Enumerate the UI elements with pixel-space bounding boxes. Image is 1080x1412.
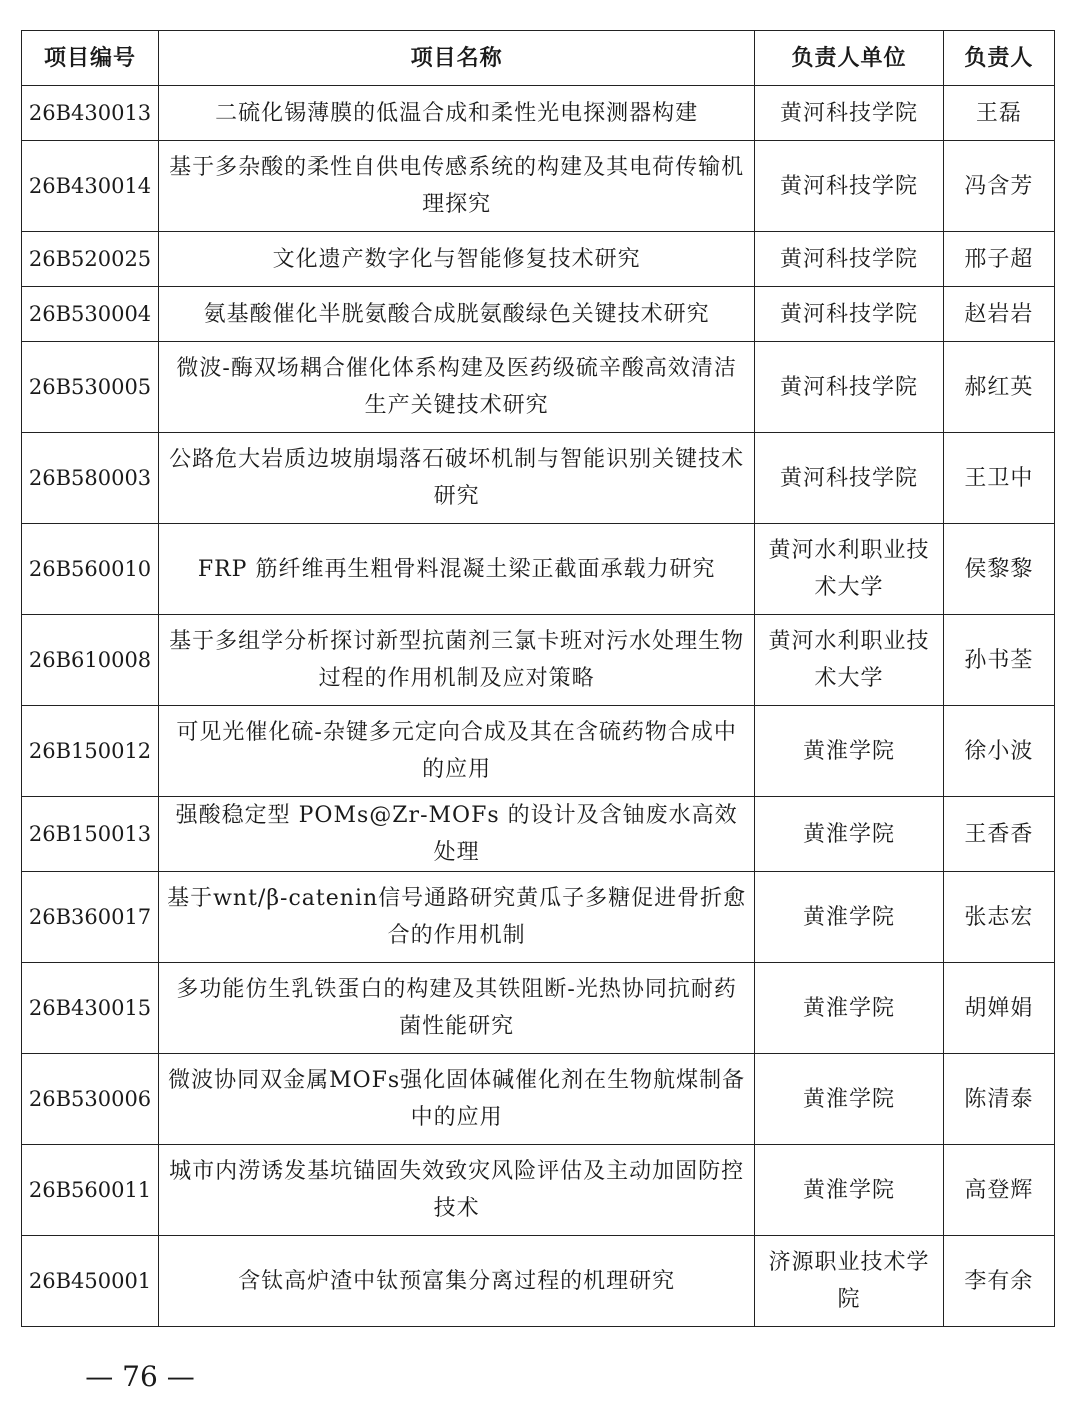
project-unit: 黄河科技学院 xyxy=(755,287,943,342)
project-name: 微波协同双金属MOFs强化固体碱催化剂在生物航煤制备中的应用 xyxy=(159,1054,755,1145)
project-code: 26B150013 xyxy=(22,797,159,872)
project-code: 26B360017 xyxy=(22,872,159,963)
project-leader: 王磊 xyxy=(943,86,1054,141)
project-code: 26B560011 xyxy=(22,1145,159,1236)
table-row xyxy=(22,1145,1055,1236)
project-unit: 黄淮学院 xyxy=(755,1145,943,1236)
project-unit: 黄淮学院 xyxy=(755,872,943,963)
table-row xyxy=(22,524,1055,615)
project-leader: 王卫中 xyxy=(943,433,1054,524)
project-unit: 黄河科技学院 xyxy=(755,141,943,232)
table-row xyxy=(22,706,1055,797)
project-unit: 黄淮学院 xyxy=(755,1054,943,1145)
header-project-name: 项目名称 xyxy=(159,31,755,86)
project-name: 文化遗产数字化与智能修复技术研究 xyxy=(159,232,755,287)
project-code: 26B520025 xyxy=(22,232,159,287)
page-number: — 76 — xyxy=(85,1360,195,1393)
table-row xyxy=(22,615,1055,706)
header-unit: 负责人单位 xyxy=(755,31,943,86)
table-row xyxy=(22,86,1055,141)
project-unit: 黄河科技学院 xyxy=(755,232,943,287)
table-row xyxy=(22,433,1055,524)
project-code: 26B580003 xyxy=(22,433,159,524)
table-row xyxy=(22,287,1055,342)
project-leader: 赵岩岩 xyxy=(943,287,1054,342)
table-row xyxy=(22,1054,1055,1145)
project-leader: 冯含芳 xyxy=(943,141,1054,232)
project-leader: 邢子超 xyxy=(943,232,1054,287)
project-name: 微波-酶双场耦合催化体系构建及医药级硫辛酸高效清洁生产关键技术研究 xyxy=(159,342,755,433)
project-unit: 黄淮学院 xyxy=(755,706,943,797)
table-row xyxy=(22,232,1055,287)
header-project-code: 项目编号 xyxy=(22,31,159,86)
project-leader: 张志宏 xyxy=(943,872,1054,963)
project-name: 基于多杂酸的柔性自供电传感系统的构建及其电荷传输机理探究 xyxy=(159,141,755,232)
project-leader: 徐小波 xyxy=(943,706,1054,797)
project-unit: 黄河水利职业技术大学 xyxy=(755,524,943,615)
project-unit: 黄淮学院 xyxy=(755,963,943,1054)
project-name: 可见光催化硫-杂键多元定向合成及其在含硫药物合成中的应用 xyxy=(159,706,755,797)
project-code: 26B530005 xyxy=(22,342,159,433)
project-name: 氨基酸催化半胱氨酸合成胱氨酸绿色关键技术研究 xyxy=(159,287,755,342)
project-name: 强酸稳定型 POMs@Zr-MOFs 的设计及含铀废水高效处理 xyxy=(159,797,755,872)
project-unit: 黄淮学院 xyxy=(755,797,943,872)
project-code: 26B150012 xyxy=(22,706,159,797)
project-table xyxy=(21,30,1055,1327)
project-leader: 郝红英 xyxy=(943,342,1054,433)
project-unit: 黄河科技学院 xyxy=(755,433,943,524)
project-leader: 胡婵娟 xyxy=(943,963,1054,1054)
project-name: 多功能仿生乳铁蛋白的构建及其铁阻断-光热协同抗耐药菌性能研究 xyxy=(159,963,755,1054)
project-code: 26B530006 xyxy=(22,1054,159,1145)
project-name: 城市内涝诱发基坑锚固失效致灾风险评估及主动加固防控技术 xyxy=(159,1145,755,1236)
project-name: 含钛高炉渣中钛预富集分离过程的机理研究 xyxy=(159,1236,755,1327)
project-code: 26B450001 xyxy=(22,1236,159,1327)
project-code: 26B530004 xyxy=(22,287,159,342)
project-unit: 黄河科技学院 xyxy=(755,342,943,433)
project-leader: 陈清泰 xyxy=(943,1054,1054,1145)
project-name: 基于多组学分析探讨新型抗菌剂三氯卡班对污水处理生物过程的作用机制及应对策略 xyxy=(159,615,755,706)
project-leader: 王香香 xyxy=(943,797,1054,872)
project-code: 26B430015 xyxy=(22,963,159,1054)
project-code: 26B430014 xyxy=(22,141,159,232)
table-row xyxy=(22,872,1055,963)
project-unit: 黄河科技学院 xyxy=(755,86,943,141)
project-code: 26B560010 xyxy=(22,524,159,615)
project-name: FRP 筋纤维再生粗骨料混凝土梁正截面承载力研究 xyxy=(159,524,755,615)
project-unit: 济源职业技术学院 xyxy=(755,1236,943,1327)
table-header-row xyxy=(22,31,1055,86)
project-name: 基于wnt/β-catenin信号通路研究黄瓜子多糖促进骨折愈合的作用机制 xyxy=(159,872,755,963)
project-code: 26B430013 xyxy=(22,86,159,141)
project-name: 二硫化锡薄膜的低温合成和柔性光电探测器构建 xyxy=(159,86,755,141)
project-unit: 黄河水利职业技术大学 xyxy=(755,615,943,706)
table-row xyxy=(22,963,1055,1054)
project-leader: 侯黎黎 xyxy=(943,524,1054,615)
project-leader: 李有余 xyxy=(943,1236,1054,1327)
table-row xyxy=(22,797,1055,872)
project-leader: 孙书荃 xyxy=(943,615,1054,706)
table-row xyxy=(22,342,1055,433)
project-leader: 高登辉 xyxy=(943,1145,1054,1236)
header-leader: 负责人 xyxy=(943,31,1054,86)
table-row xyxy=(22,1236,1055,1327)
project-code: 26B610008 xyxy=(22,615,159,706)
table-row xyxy=(22,141,1055,232)
project-name: 公路危大岩质边坡崩塌落石破坏机制与智能识别关键技术研究 xyxy=(159,433,755,524)
